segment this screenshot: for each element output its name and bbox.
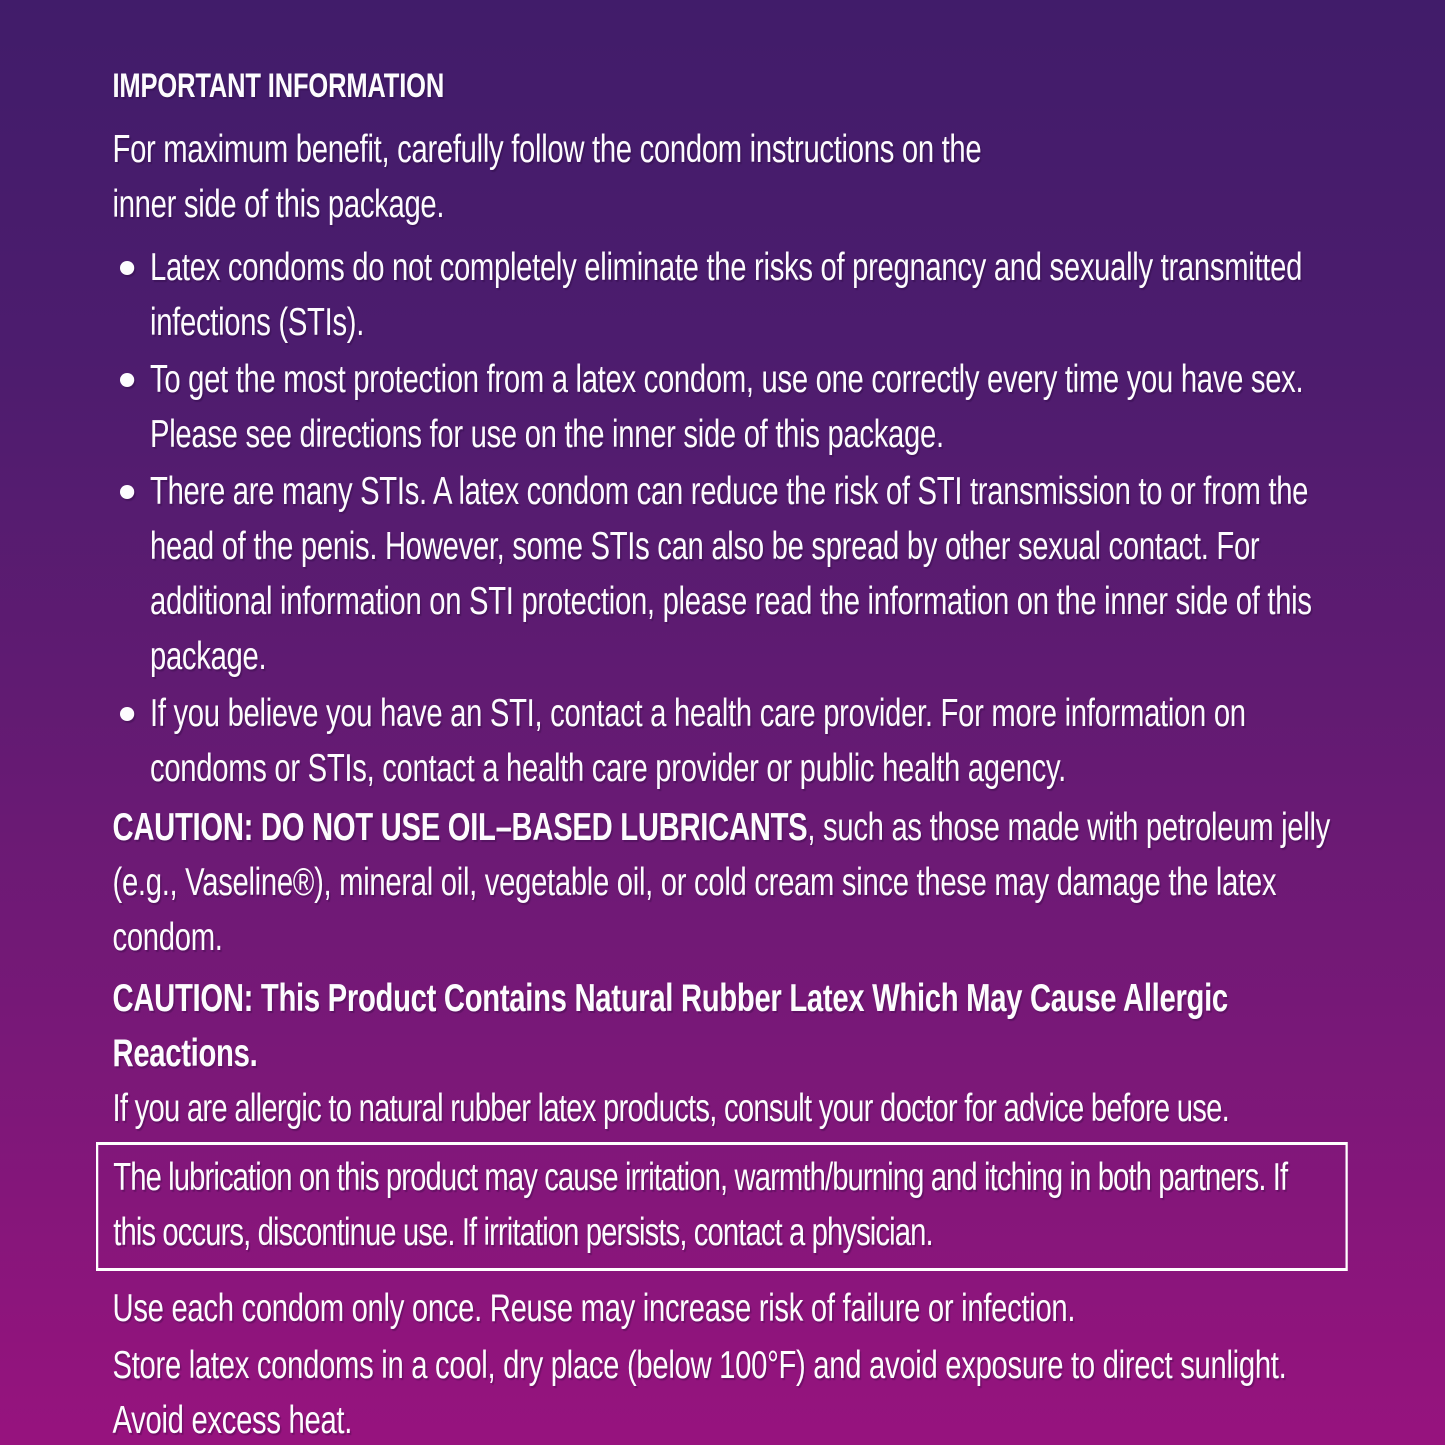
caution-oil-lubricants-paragraph bbox=[113, 800, 1348, 965]
bullet-text: If you believe you have an STI, contact a health care provider. For more information on condoms or STIs, contact a health care provider or public health agency. bbox=[150, 692, 1246, 790]
bullet-dot bbox=[120, 373, 134, 387]
bullet-item-contact-provider bbox=[113, 686, 1348, 796]
storage-instructions-paragraph: Store latex condoms in a cool, dry place (below 100°F) and avoid exposure to direct sunlight. Avoid excess heat. bbox=[112, 1344, 1287, 1442]
irritation-warning-text: The lubrication on this product may cause irritation, warmth/burning and itching in both partners. If this occurs, discontinue use. If irritation persists, contact a physician. bbox=[113, 1156, 1288, 1254]
bullet-text: There are many STIs. A latex condom can reduce the risk of STI transmission to or from the head of the penis. However, some STIs can also be spread by other sexual contact. For additional information on STI protection, please read the information on the inner side of this package. bbox=[150, 470, 1312, 678]
bullet-dot bbox=[120, 707, 134, 721]
intro-line-1: For maximum benefit, carefully follow the condom instructions on the bbox=[112, 128, 982, 171]
bullet-item-latex-risks bbox=[113, 240, 1348, 350]
bullet-item-sti-transmission bbox=[113, 464, 1348, 684]
bullet-text: Latex condoms do not completely eliminate the risks of pregnancy and sexually transmitted infections (STIs). bbox=[150, 246, 1303, 344]
intro-line-2: inner side of this package. bbox=[112, 183, 445, 226]
bullet-item-use-correctly bbox=[113, 352, 1348, 462]
caution-latex-bold-text: CAUTION: This Product Contains Natural Rubber Latex Which May Cause Allergic Reactions. bbox=[112, 977, 1228, 1075]
bullet-text: To get the most protection from a latex condom, use one correctly every time you have sex. Please see directions for use on the inner side of this package. bbox=[150, 358, 1304, 456]
caution-latex-allergy-paragraph bbox=[113, 971, 1348, 1136]
bullet-list bbox=[113, 240, 1348, 796]
single-use-paragraph: Use each condom only once. Reuse may increase risk of failure or infection. bbox=[112, 1287, 1076, 1330]
caution-latex-rest-text: If you are allergic to natural rubber latex products, consult your doctor for advice before use. bbox=[112, 1087, 1230, 1130]
caution-oil-bold-text: CAUTION: DO NOT USE OIL–BASED LUBRICANTS bbox=[112, 806, 808, 849]
caution-oil-rest-text: , such as those made with petroleum jelly (e.g., Vaseline®), mineral oil, vegetable oil, or cold cream since these may damage the latex condom. bbox=[112, 806, 1330, 959]
intro-paragraph bbox=[113, 122, 1348, 232]
important-information-heading: IMPORTANT INFORMATION bbox=[112, 67, 445, 105]
bullet-dot bbox=[120, 485, 134, 499]
irritation-warning-box bbox=[96, 1142, 1348, 1271]
bullet-dot bbox=[120, 261, 134, 275]
